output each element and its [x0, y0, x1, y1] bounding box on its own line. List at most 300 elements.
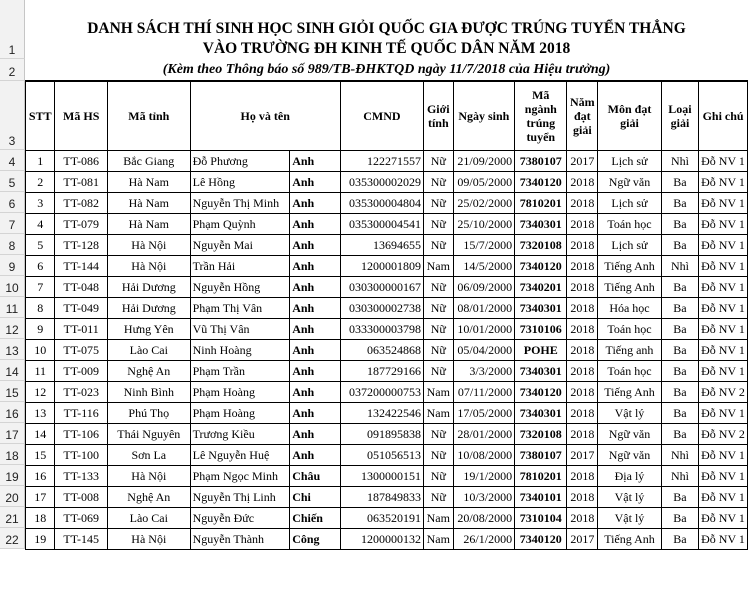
cell-ghi-chu[interactable]: Đỗ NV 1	[699, 361, 748, 382]
cell-ma-nganh[interactable]: 7340101	[515, 487, 567, 508]
cell-ghi-chu[interactable]: Đỗ NV 1	[699, 151, 748, 172]
cell-mon-dat-giai[interactable]: Toán học	[598, 319, 662, 340]
cell-loai-giai[interactable]: Nhì	[661, 256, 698, 277]
cell-stt[interactable]: 10	[26, 340, 55, 361]
cell-ma-tinh[interactable]: Nghệ An	[107, 361, 190, 382]
cell-ghi-chu[interactable]: Đỗ NV 1	[699, 403, 748, 424]
cell-loai-giai[interactable]: Nhì	[661, 151, 698, 172]
cell-ma-hs[interactable]: TT-009	[55, 361, 107, 382]
cell-ma-hs[interactable]: TT-008	[55, 487, 107, 508]
cell-ma-nganh[interactable]: 7340301	[515, 403, 567, 424]
student-table	[25, 81, 748, 550]
row-header[interactable]: 15	[0, 381, 25, 402]
cell-loai-giai[interactable]: Ba	[661, 235, 698, 256]
cell-nam-dat-giai[interactable]: 2018	[567, 319, 598, 340]
cell-mon-dat-giai[interactable]: Vật lý	[598, 403, 662, 424]
cell-cmnd[interactable]: 1300000151	[340, 466, 423, 487]
cell-mon-dat-giai[interactable]: Hóa học	[598, 298, 662, 319]
cell-gioi-tinh[interactable]: Nữ	[424, 445, 454, 466]
cell-ten[interactable]: Anh	[290, 256, 341, 277]
cell-ghi-chu[interactable]: Đỗ NV 1	[699, 466, 748, 487]
cell-ho[interactable]: Phạm Hoàng	[190, 382, 290, 403]
cell-nam-dat-giai[interactable]: 2018	[567, 193, 598, 214]
cell-mon-dat-giai[interactable]: Tiếng Anh	[598, 256, 662, 277]
cell-ten[interactable]: Chiến	[290, 508, 341, 529]
cell-ma-tinh[interactable]: Hà Nam	[107, 214, 190, 235]
cell-loai-giai[interactable]: Nhì	[661, 466, 698, 487]
table-row	[26, 529, 748, 550]
cell-ma-tinh[interactable]: Hải Dương	[107, 298, 190, 319]
cell-nam-dat-giai[interactable]: 2018	[567, 403, 598, 424]
cell-ho[interactable]: Phạm Thị Vân	[190, 298, 290, 319]
cell-ghi-chu[interactable]: Đỗ NV 1	[699, 172, 748, 193]
header-gioi-tinh[interactable]: Giới tính	[424, 82, 454, 151]
cell-ma-tinh[interactable]: Thái Nguyên	[107, 424, 190, 445]
cell-ten[interactable]: Châu	[290, 466, 341, 487]
cell-cmnd[interactable]: 187849833	[340, 487, 423, 508]
cell-ma-nganh[interactable]: 7340120	[515, 529, 567, 550]
table-row	[26, 256, 748, 277]
cell-ghi-chu[interactable]: Đỗ NV 1	[699, 508, 748, 529]
cell-stt[interactable]: 14	[26, 424, 55, 445]
cell-ma-nganh[interactable]: 7810201	[515, 466, 567, 487]
cell-ho[interactable]: Nguyễn Thị Minh	[190, 193, 290, 214]
cell-ten[interactable]: Anh	[290, 193, 341, 214]
cell-cmnd[interactable]: 030300002738	[340, 298, 423, 319]
cell-stt[interactable]: 12	[26, 382, 55, 403]
row-header[interactable]: 13	[0, 339, 25, 360]
cell-ma-nganh[interactable]: 7380107	[515, 151, 567, 172]
cell-mon-dat-giai[interactable]: Ngữ văn	[598, 445, 662, 466]
cell-ghi-chu[interactable]: Đỗ NV 1	[699, 445, 748, 466]
cell-ma-hs[interactable]: TT-069	[55, 508, 107, 529]
cell-gioi-tinh[interactable]: Nam	[424, 382, 454, 403]
cell-mon-dat-giai[interactable]: Ngữ văn	[598, 424, 662, 445]
header-mon-dat-giai[interactable]: Môn đạt giải	[598, 82, 662, 151]
header-cmnd[interactable]: CMND	[340, 82, 423, 151]
cell-ghi-chu[interactable]: Đỗ NV 1	[699, 214, 748, 235]
cell-ghi-chu[interactable]: Đỗ NV 1	[699, 298, 748, 319]
row-header[interactable]: 17	[0, 423, 25, 444]
cell-gioi-tinh[interactable]: Nữ	[424, 340, 454, 361]
header-ma-nganh[interactable]: Mã ngành trúng tuyển	[515, 82, 567, 151]
cell-gioi-tinh[interactable]: Nữ	[424, 235, 454, 256]
cell-gioi-tinh[interactable]: Nữ	[424, 151, 454, 172]
cell-ma-hs[interactable]: TT-106	[55, 424, 107, 445]
row-header[interactable]: 8	[0, 234, 25, 255]
cell-ma-nganh[interactable]: 7310106	[515, 319, 567, 340]
cell-ho[interactable]: Phạm Trần	[190, 361, 290, 382]
table-row	[26, 508, 748, 529]
cell-gioi-tinh[interactable]: Nữ	[424, 466, 454, 487]
cell-stt[interactable]: 18	[26, 508, 55, 529]
cell-nam-dat-giai[interactable]: 2018	[567, 172, 598, 193]
cell-ngay-sinh[interactable]: 10/01/2000	[453, 319, 514, 340]
cell-ho[interactable]: Ninh Hoàng	[190, 340, 290, 361]
cell-ghi-chu[interactable]: Đỗ NV 1	[699, 277, 748, 298]
cell-ma-nganh[interactable]: 7340301	[515, 214, 567, 235]
cell-ngay-sinh[interactable]: 21/09/2000	[453, 151, 514, 172]
cell-ma-tinh[interactable]: Bắc Giang	[107, 151, 190, 172]
cell-ma-hs[interactable]: TT-100	[55, 445, 107, 466]
cell-ma-hs[interactable]: TT-128	[55, 235, 107, 256]
row-header[interactable]: 5	[0, 171, 25, 192]
cell-nam-dat-giai[interactable]: 2018	[567, 382, 598, 403]
cell-cmnd[interactable]: 035300002029	[340, 172, 423, 193]
cell-ghi-chu[interactable]: Đỗ NV 1	[699, 193, 748, 214]
row-header[interactable]: 3	[0, 81, 25, 150]
table-row	[26, 151, 748, 172]
cell-nam-dat-giai[interactable]: 2018	[567, 256, 598, 277]
cell-ho[interactable]: Nguyễn Thành	[190, 529, 290, 550]
cell-cmnd[interactable]: 122271557	[340, 151, 423, 172]
table-row	[26, 193, 748, 214]
cell-ma-tinh[interactable]: Lào Cai	[107, 340, 190, 361]
table-row	[26, 382, 748, 403]
cell-stt[interactable]: 15	[26, 445, 55, 466]
cell-ma-tinh[interactable]: Hà Nội	[107, 466, 190, 487]
cell-ngay-sinh[interactable]: 3/3/2000	[453, 361, 514, 382]
cell-stt[interactable]: 3	[26, 193, 55, 214]
cell-ngay-sinh[interactable]: 10/08/2000	[453, 445, 514, 466]
cell-ghi-chu[interactable]: Đỗ NV 1	[699, 319, 748, 340]
cell-ten[interactable]: Anh	[290, 340, 341, 361]
table-row	[26, 340, 748, 361]
table-row	[26, 424, 748, 445]
cell-gioi-tinh[interactable]: Nữ	[424, 361, 454, 382]
row-header[interactable]: 12	[0, 318, 25, 339]
cell-ho[interactable]: Lê Nguyễn Huệ	[190, 445, 290, 466]
cell-ten[interactable]: Anh	[290, 298, 341, 319]
table-row	[26, 361, 748, 382]
cell-ma-nganh[interactable]: 7340301	[515, 361, 567, 382]
cell-nam-dat-giai[interactable]: 2018	[567, 508, 598, 529]
cell-ma-hs[interactable]: TT-023	[55, 382, 107, 403]
cell-gioi-tinh[interactable]: Nam	[424, 508, 454, 529]
row-header[interactable]: 10	[0, 276, 25, 297]
cell-ma-hs[interactable]: TT-145	[55, 529, 107, 550]
cell-ma-nganh[interactable]: 7340120	[515, 172, 567, 193]
cell-stt[interactable]: 4	[26, 214, 55, 235]
cell-gioi-tinh[interactable]: Nữ	[424, 214, 454, 235]
cell-ghi-chu[interactable]: Đỗ NV 1	[699, 340, 748, 361]
cell-gioi-tinh[interactable]: Nam	[424, 403, 454, 424]
table-row	[26, 214, 748, 235]
cell-nam-dat-giai[interactable]: 2018	[567, 298, 598, 319]
cell-nam-dat-giai[interactable]: 2018	[567, 424, 598, 445]
cell-ma-tinh[interactable]: Hưng Yên	[107, 319, 190, 340]
cell-nam-dat-giai[interactable]: 2017	[567, 529, 598, 550]
cell-ma-tinh[interactable]: Hà Nam	[107, 193, 190, 214]
table-header-row	[26, 82, 748, 151]
cell-ngay-sinh[interactable]: 28/01/2000	[453, 424, 514, 445]
row-header[interactable]: 9	[0, 255, 25, 276]
cell-stt[interactable]: 8	[26, 298, 55, 319]
cell-loai-giai[interactable]: Ba	[661, 277, 698, 298]
cell-ho[interactable]: Phạm Ngọc Minh	[190, 466, 290, 487]
cell-ghi-chu[interactable]: Đỗ NV 1	[699, 529, 748, 550]
cell-ma-tinh[interactable]: Sơn La	[107, 445, 190, 466]
cell-ma-nganh[interactable]: 7340120	[515, 382, 567, 403]
cell-loai-giai[interactable]: Ba	[661, 361, 698, 382]
cell-ghi-chu[interactable]: Đỗ NV 1	[699, 235, 748, 256]
cell-ngay-sinh[interactable]: 20/08/2000	[453, 508, 514, 529]
cell-ma-tinh[interactable]: Hải Dương	[107, 277, 190, 298]
cell-stt[interactable]: 19	[26, 529, 55, 550]
header-ngay-sinh[interactable]: Ngày sinh	[453, 82, 514, 151]
cell-cmnd[interactable]: 051056513	[340, 445, 423, 466]
cell-mon-dat-giai[interactable]: Vật lý	[598, 508, 662, 529]
cell-gioi-tinh[interactable]: Nữ	[424, 298, 454, 319]
cell-ngay-sinh[interactable]: 07/11/2000	[453, 382, 514, 403]
sheet-title-line-2[interactable]: VÀO TRƯỜNG ĐH KINH TẾ QUỐC DÂN NĂM 2018	[202, 40, 571, 57]
table-row	[26, 235, 748, 256]
cell-cmnd[interactable]: 091895838	[340, 424, 423, 445]
cell-ma-nganh[interactable]: 7810201	[515, 193, 567, 214]
cell-ho[interactable]: Đỗ Phương	[190, 151, 290, 172]
cell-mon-dat-giai[interactable]: Toán học	[598, 214, 662, 235]
sheet-title-line-1[interactable]: DANH SÁCH THÍ SINH HỌC SINH GIỎI QUỐC GIA ĐƯỢC TRÚNG TUYỂN THẲNG	[87, 20, 686, 37]
cell-ho[interactable]: Trương Kiều	[190, 424, 290, 445]
cell-ten[interactable]: Anh	[290, 319, 341, 340]
cell-ten[interactable]: Anh	[290, 424, 341, 445]
cell-ma-tinh[interactable]: Nghệ An	[107, 487, 190, 508]
cell-ma-tinh[interactable]: Lào Cai	[107, 508, 190, 529]
cell-ngay-sinh[interactable]: 06/09/2000	[453, 277, 514, 298]
cell-ngay-sinh[interactable]: 25/10/2000	[453, 214, 514, 235]
cell-mon-dat-giai[interactable]: Địa lý	[598, 466, 662, 487]
header-ma-tinh[interactable]: Mã tỉnh	[107, 82, 190, 151]
cell-loai-giai[interactable]: Ba	[661, 172, 698, 193]
cell-nam-dat-giai[interactable]: 2018	[567, 277, 598, 298]
cell-ngay-sinh[interactable]: 14/5/2000	[453, 256, 514, 277]
row-header[interactable]: 21	[0, 507, 25, 528]
row-header[interactable]: 2	[0, 59, 25, 81]
cell-ma-nganh[interactable]: 7340201	[515, 277, 567, 298]
cell-cmnd[interactable]: 033300003798	[340, 319, 423, 340]
cell-stt[interactable]: 11	[26, 361, 55, 382]
cell-ma-nganh[interactable]: 7320108	[515, 235, 567, 256]
cell-gioi-tinh[interactable]: Nữ	[424, 193, 454, 214]
cell-ngay-sinh[interactable]: 08/01/2000	[453, 298, 514, 319]
cell-ten[interactable]: Anh	[290, 214, 341, 235]
cell-loai-giai[interactable]: Ba	[661, 319, 698, 340]
cell-nam-dat-giai[interactable]: 2017	[567, 151, 598, 172]
row-header[interactable]: 16	[0, 402, 25, 423]
cell-ten[interactable]: Công	[290, 529, 341, 550]
row-header[interactable]: 7	[0, 213, 25, 234]
row-header[interactable]: 14	[0, 360, 25, 381]
cell-gioi-tinh[interactable]: Nam	[424, 256, 454, 277]
cell-ho[interactable]: Phạm Hoàng	[190, 403, 290, 424]
cell-ghi-chu[interactable]: Đỗ NV 2	[699, 424, 748, 445]
row-header[interactable]: 18	[0, 444, 25, 465]
row-header[interactable]: 4	[0, 150, 25, 171]
cell-ma-hs[interactable]: TT-049	[55, 298, 107, 319]
cell-loai-giai[interactable]: Ba	[661, 214, 698, 235]
cell-cmnd[interactable]: 063520191	[340, 508, 423, 529]
cell-stt[interactable]: 9	[26, 319, 55, 340]
cell-ngay-sinh[interactable]: 19/1/2000	[453, 466, 514, 487]
cell-ma-nganh[interactable]: 7340120	[515, 256, 567, 277]
cell-ten[interactable]: Anh	[290, 382, 341, 403]
cell-ngay-sinh[interactable]: 25/02/2000	[453, 193, 514, 214]
cell-ma-tinh[interactable]: Hà Nội	[107, 529, 190, 550]
cell-nam-dat-giai[interactable]: 2018	[567, 466, 598, 487]
cell-gioi-tinh[interactable]: Nam	[424, 529, 454, 550]
cell-ngay-sinh[interactable]: 17/05/2000	[453, 403, 514, 424]
cell-mon-dat-giai[interactable]: Lịch sử	[598, 235, 662, 256]
cell-ten[interactable]: Anh	[290, 403, 341, 424]
cell-loai-giai[interactable]: Ba	[661, 382, 698, 403]
cell-stt[interactable]: 6	[26, 256, 55, 277]
cell-ma-hs[interactable]: TT-048	[55, 277, 107, 298]
cell-ho[interactable]: Nguyễn Mai	[190, 235, 290, 256]
cell-cmnd[interactable]: 063524868	[340, 340, 423, 361]
cell-gioi-tinh[interactable]: Nữ	[424, 319, 454, 340]
cell-nam-dat-giai[interactable]: 2017	[567, 445, 598, 466]
row-header[interactable]: 19	[0, 465, 25, 486]
cell-cmnd[interactable]: 13694655	[340, 235, 423, 256]
cell-ghi-chu[interactable]: Đỗ NV 1	[699, 487, 748, 508]
cell-loai-giai[interactable]: Ba	[661, 424, 698, 445]
cell-loai-giai[interactable]: Ba	[661, 340, 698, 361]
cell-ma-hs[interactable]: TT-079	[55, 214, 107, 235]
cell-ma-hs[interactable]: TT-082	[55, 193, 107, 214]
cell-cmnd[interactable]: 035300004804	[340, 193, 423, 214]
row-header[interactable]: 11	[0, 297, 25, 318]
cell-loai-giai[interactable]: Ba	[661, 487, 698, 508]
header-nam-dat-giai[interactable]: Năm đạt giải	[567, 82, 598, 151]
cell-ngay-sinh[interactable]: 26/1/2000	[453, 529, 514, 550]
cell-ma-nganh[interactable]: 7340301	[515, 298, 567, 319]
row-header[interactable]: 22	[0, 528, 25, 549]
table-row	[26, 403, 748, 424]
cell-cmnd[interactable]: 030300000167	[340, 277, 423, 298]
cell-nam-dat-giai[interactable]: 2018	[567, 487, 598, 508]
cell-ma-tinh[interactable]: Phú Thọ	[107, 403, 190, 424]
cell-ten[interactable]: Anh	[290, 235, 341, 256]
cell-ho[interactable]: Phạm Quỳnh	[190, 214, 290, 235]
cell-stt[interactable]: 5	[26, 235, 55, 256]
cell-loai-giai[interactable]: Ba	[661, 508, 698, 529]
header-stt[interactable]: STT	[26, 82, 55, 151]
cell-ma-tinh[interactable]: Hà Nội	[107, 256, 190, 277]
cell-cmnd[interactable]: 187729166	[340, 361, 423, 382]
cell-ho[interactable]: Nguyễn Thị Linh	[190, 487, 290, 508]
cell-ma-nganh[interactable]: POHE	[515, 340, 567, 361]
cell-stt[interactable]: 17	[26, 487, 55, 508]
cell-ma-hs[interactable]: TT-081	[55, 172, 107, 193]
cell-ten[interactable]: Anh	[290, 445, 341, 466]
cell-ma-tinh[interactable]: Hà Nội	[107, 235, 190, 256]
cell-nam-dat-giai[interactable]: 2018	[567, 214, 598, 235]
cell-ten[interactable]: Anh	[290, 172, 341, 193]
cell-stt[interactable]: 1	[26, 151, 55, 172]
cell-mon-dat-giai[interactable]: Tiếng Anh	[598, 277, 662, 298]
cell-ngay-sinh[interactable]: 10/3/2000	[453, 487, 514, 508]
cell-loai-giai[interactable]: Ba	[661, 403, 698, 424]
cell-nam-dat-giai[interactable]: 2018	[567, 235, 598, 256]
cell-loai-giai[interactable]: Ba	[661, 529, 698, 550]
header-ho-ten[interactable]: Họ và tên	[190, 82, 340, 151]
cell-ma-nganh[interactable]: 7380107	[515, 445, 567, 466]
cell-ho[interactable]: Nguyễn Đức	[190, 508, 290, 529]
cell-loai-giai[interactable]: Ba	[661, 193, 698, 214]
cell-mon-dat-giai[interactable]: Ngữ văn	[598, 172, 662, 193]
cell-cmnd[interactable]: 132422546	[340, 403, 423, 424]
sheet-subtitle[interactable]: (Kèm theo Thông báo số 989/TB-ĐHKTQD ngày 11/7/2018 của Hiệu trưởng)	[25, 59, 748, 81]
row-header[interactable]: 6	[0, 192, 25, 213]
cell-ma-nganh[interactable]: 7320108	[515, 424, 567, 445]
cell-ten[interactable]: Chi	[290, 487, 341, 508]
cell-ma-hs[interactable]: TT-075	[55, 340, 107, 361]
cell-gioi-tinh[interactable]: Nữ	[424, 172, 454, 193]
cell-ma-hs[interactable]: TT-133	[55, 466, 107, 487]
cell-ten[interactable]: Anh	[290, 361, 341, 382]
cell-cmnd[interactable]: 1200001809	[340, 256, 423, 277]
cell-gioi-tinh[interactable]: Nữ	[424, 487, 454, 508]
cell-nam-dat-giai[interactable]: 2018	[567, 361, 598, 382]
row-header[interactable]: 20	[0, 486, 25, 507]
cell-stt[interactable]: 16	[26, 466, 55, 487]
cell-stt[interactable]: 13	[26, 403, 55, 424]
cell-ho[interactable]: Vũ Thị Vân	[190, 319, 290, 340]
cell-ho[interactable]: Trần Hải	[190, 256, 290, 277]
cell-ma-hs[interactable]: TT-086	[55, 151, 107, 172]
cell-stt[interactable]: 7	[26, 277, 55, 298]
cell-ten[interactable]: Anh	[290, 277, 341, 298]
cell-gioi-tinh[interactable]: Nữ	[424, 277, 454, 298]
cell-ngay-sinh[interactable]: 05/04/2000	[453, 340, 514, 361]
cell-ten[interactable]: Anh	[290, 151, 341, 172]
cell-mon-dat-giai[interactable]: Vật lý	[598, 487, 662, 508]
cell-mon-dat-giai[interactable]: Tiếng Anh	[598, 382, 662, 403]
header-ghi-chu[interactable]: Ghi chú	[699, 82, 748, 151]
row-header[interactable]: 1	[0, 0, 25, 59]
cell-loai-giai[interactable]: Ba	[661, 298, 698, 319]
table-row	[26, 277, 748, 298]
cell-cmnd[interactable]: 035300004541	[340, 214, 423, 235]
cell-ma-hs[interactable]: TT-116	[55, 403, 107, 424]
cell-ghi-chu[interactable]: Đỗ NV 1	[699, 256, 748, 277]
cell-cmnd[interactable]: 037200000753	[340, 382, 423, 403]
cell-gioi-tinh[interactable]: Nữ	[424, 424, 454, 445]
cell-ma-tinh[interactable]: Ninh Bình	[107, 382, 190, 403]
cell-ma-hs[interactable]: TT-144	[55, 256, 107, 277]
cell-ghi-chu[interactable]: Đỗ NV 2	[699, 382, 748, 403]
header-loai-giai[interactable]: Loại giải	[661, 82, 698, 151]
cell-ma-nganh[interactable]: 7310104	[515, 508, 567, 529]
cell-mon-dat-giai[interactable]: Toán học	[598, 361, 662, 382]
cell-ma-tinh[interactable]: Hà Nam	[107, 172, 190, 193]
cell-mon-dat-giai[interactable]: Tiếng Anh	[598, 529, 662, 550]
table-row	[26, 487, 748, 508]
header-ma-hs[interactable]: Mã HS	[55, 82, 107, 151]
cell-stt[interactable]: 2	[26, 172, 55, 193]
cell-nam-dat-giai[interactable]: 2018	[567, 340, 598, 361]
cell-ngay-sinh[interactable]: 09/05/2000	[453, 172, 514, 193]
cell-ho[interactable]: Nguyễn Hồng	[190, 277, 290, 298]
cell-ma-hs[interactable]: TT-011	[55, 319, 107, 340]
cell-mon-dat-giai[interactable]: Tiếng anh	[598, 340, 662, 361]
cell-cmnd[interactable]: 1200000132	[340, 529, 423, 550]
cell-mon-dat-giai[interactable]: Lịch sử	[598, 193, 662, 214]
cell-ngay-sinh[interactable]: 15/7/2000	[453, 235, 514, 256]
cell-ho[interactable]: Lê Hồng	[190, 172, 290, 193]
cell-mon-dat-giai[interactable]: Lịch sử	[598, 151, 662, 172]
cell-loai-giai[interactable]: Nhì	[661, 445, 698, 466]
